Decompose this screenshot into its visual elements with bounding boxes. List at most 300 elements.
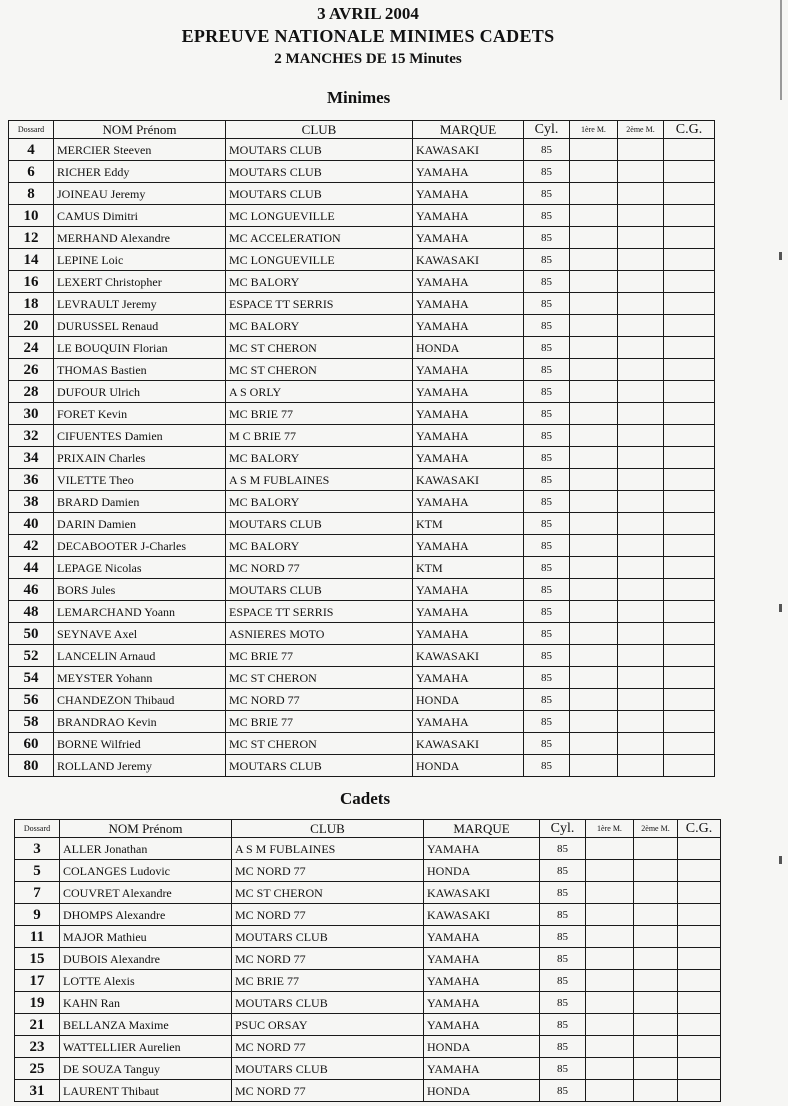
cyl-cell: 85 (524, 139, 570, 161)
manche2-cell (618, 711, 664, 733)
col-club: CLUB (226, 121, 413, 139)
brand-cell: YAMAHA (413, 425, 524, 447)
cyl-cell: 85 (540, 948, 586, 970)
club-cell: PSUC ORSAY (232, 1014, 424, 1036)
cyl-cell: 85 (524, 601, 570, 623)
club-cell: M C BRIE 77 (226, 425, 413, 447)
cg-cell (664, 271, 715, 293)
dossard-cell: 19 (15, 992, 60, 1014)
table-row (9, 359, 715, 381)
dossard-cell: 7 (15, 882, 60, 904)
manche1-cell (570, 381, 618, 403)
dossard-cell: 4 (9, 139, 54, 161)
table-row (9, 447, 715, 469)
table-row (9, 711, 715, 733)
cyl-cell: 85 (524, 535, 570, 557)
club-cell: A S M FUBLAINES (232, 838, 424, 860)
brand-cell: YAMAHA (424, 1014, 540, 1036)
club-cell: MC BRIE 77 (226, 711, 413, 733)
manche2-cell (634, 1080, 678, 1102)
table-row (9, 667, 715, 689)
name-cell: COLANGES Ludovic (60, 860, 232, 882)
col-dossard: Dossard (9, 121, 54, 139)
manche1-cell (586, 1014, 634, 1036)
brand-cell: KTM (413, 557, 524, 579)
manche2-cell (618, 315, 664, 337)
cyl-cell: 85 (540, 1014, 586, 1036)
cg-cell (664, 315, 715, 337)
manche1-cell (586, 860, 634, 882)
manche1-cell (586, 1080, 634, 1102)
name-cell: LEMARCHAND Yoann (54, 601, 226, 623)
table-row (9, 513, 715, 535)
manche2-cell (634, 1014, 678, 1036)
name-cell: DUFOUR Ulrich (54, 381, 226, 403)
section-title-cadets: Cadets (340, 789, 391, 808)
table-row (9, 469, 715, 491)
brand-cell: YAMAHA (413, 315, 524, 337)
manche2-cell (618, 139, 664, 161)
manche2-cell (618, 447, 664, 469)
club-cell: A S M FUBLAINES (226, 469, 413, 491)
cg-cell (664, 601, 715, 623)
cg-cell (678, 904, 721, 926)
cyl-cell: 85 (524, 447, 570, 469)
cyl-cell: 85 (524, 491, 570, 513)
brand-cell: YAMAHA (413, 161, 524, 183)
dossard-cell: 38 (9, 491, 54, 513)
dossard-cell: 10 (9, 205, 54, 227)
name-cell: RICHER Eddy (54, 161, 226, 183)
dossard-cell: 40 (9, 513, 54, 535)
club-cell: MC ST CHERON (226, 667, 413, 689)
name-cell: PRIXAIN Charles (54, 447, 226, 469)
brand-cell: YAMAHA (413, 403, 524, 425)
manche2-cell (618, 161, 664, 183)
club-cell: ESPACE TT SERRIS (226, 293, 413, 315)
name-cell: CHANDEZON Thibaud (54, 689, 226, 711)
brand-cell: YAMAHA (413, 381, 524, 403)
table-row (15, 926, 721, 948)
club-cell: MOUTARS CLUB (226, 513, 413, 535)
manche1-cell (586, 1036, 634, 1058)
table-row (15, 860, 721, 882)
name-cell: BORS Jules (54, 579, 226, 601)
table-row (9, 315, 715, 337)
col-marque: MARQUE (413, 121, 524, 139)
table-row (15, 1036, 721, 1058)
cg-cell (678, 1058, 721, 1080)
col-2eme-manche: 2ème M. (618, 121, 664, 139)
club-cell: MC BALORY (226, 315, 413, 337)
cg-cell (664, 469, 715, 491)
cg-cell (678, 992, 721, 1014)
club-cell: MOUTARS CLUB (226, 579, 413, 601)
name-cell: CIFUENTES Damien (54, 425, 226, 447)
cg-cell (664, 337, 715, 359)
table-row (9, 689, 715, 711)
manche2-cell (618, 337, 664, 359)
table-row (9, 381, 715, 403)
manche1-cell (586, 904, 634, 926)
brand-cell: KAWASAKI (424, 882, 540, 904)
name-cell: CAMUS Dimitri (54, 205, 226, 227)
dossard-cell: 50 (9, 623, 54, 645)
manche2-cell (634, 860, 678, 882)
name-cell: LOTTE Alexis (60, 970, 232, 992)
manche1-cell (570, 535, 618, 557)
name-cell: FORET Kevin (54, 403, 226, 425)
name-cell: ROLLAND Jeremy (54, 755, 226, 777)
dossard-cell: 44 (9, 557, 54, 579)
manche1-cell (586, 882, 634, 904)
cg-cell (664, 161, 715, 183)
cyl-cell: 85 (540, 1058, 586, 1080)
manche1-cell (570, 733, 618, 755)
name-cell: KAHN Ran (60, 992, 232, 1014)
table-row (9, 205, 715, 227)
club-cell: MC BALORY (226, 271, 413, 293)
table-row (15, 838, 721, 860)
cg-cell (678, 948, 721, 970)
manche1-cell (570, 645, 618, 667)
dossard-cell: 16 (9, 271, 54, 293)
name-cell: DUBOIS Alexandre (60, 948, 232, 970)
cg-cell (664, 689, 715, 711)
club-cell: MC ST CHERON (226, 359, 413, 381)
name-cell: DE SOUZA Tanguy (60, 1058, 232, 1080)
manche2-cell (618, 425, 664, 447)
name-cell: VILETTE Theo (54, 469, 226, 491)
cyl-cell: 85 (524, 645, 570, 667)
brand-cell: HONDA (413, 755, 524, 777)
table-row (9, 337, 715, 359)
club-cell: MC NORD 77 (232, 948, 424, 970)
cg-cell (664, 557, 715, 579)
manche1-cell (586, 838, 634, 860)
col-marque: MARQUE (424, 820, 540, 838)
cadets-table (14, 819, 721, 1102)
dossard-cell: 18 (9, 293, 54, 315)
manche1-cell (586, 970, 634, 992)
brand-cell: YAMAHA (413, 491, 524, 513)
cyl-cell: 85 (524, 205, 570, 227)
cg-cell (678, 838, 721, 860)
dossard-cell: 36 (9, 469, 54, 491)
cyl-cell: 85 (524, 359, 570, 381)
club-cell: MC NORD 77 (232, 904, 424, 926)
manche1-cell (570, 601, 618, 623)
cyl-cell: 85 (524, 689, 570, 711)
manche1-cell (570, 469, 618, 491)
cyl-cell: 85 (524, 227, 570, 249)
brand-cell: KAWASAKI (413, 139, 524, 161)
brand-cell: YAMAHA (413, 711, 524, 733)
club-cell: MC ST CHERON (226, 337, 413, 359)
col-1ere-manche: 1ère M. (586, 820, 634, 838)
name-cell: SEYNAVE Axel (54, 623, 226, 645)
cg-cell (664, 381, 715, 403)
col-1ere-manche: 1ère M. (570, 121, 618, 139)
manche2-cell (618, 513, 664, 535)
dossard-cell: 31 (15, 1080, 60, 1102)
table-row (9, 557, 715, 579)
dossard-cell: 42 (9, 535, 54, 557)
club-cell: MOUTARS CLUB (226, 183, 413, 205)
name-cell: LEVRAULT Jeremy (54, 293, 226, 315)
dossard-cell: 54 (9, 667, 54, 689)
cyl-cell: 85 (540, 860, 586, 882)
manche2-cell (618, 403, 664, 425)
manche2-cell (634, 970, 678, 992)
cyl-cell: 85 (524, 293, 570, 315)
brand-cell: HONDA (424, 860, 540, 882)
dossard-cell: 6 (9, 161, 54, 183)
dossard-cell: 5 (15, 860, 60, 882)
cg-cell (664, 249, 715, 271)
manche2-cell (618, 733, 664, 755)
club-cell: MOUTARS CLUB (232, 926, 424, 948)
manche2-cell (618, 689, 664, 711)
cyl-cell: 85 (540, 882, 586, 904)
table-row (15, 970, 721, 992)
col-dossard: Dossard (15, 820, 60, 838)
manche2-cell (618, 491, 664, 513)
section-title-minimes: Minimes (327, 88, 391, 107)
manche1-cell (570, 161, 618, 183)
cyl-cell: 85 (524, 425, 570, 447)
cyl-cell: 85 (540, 1036, 586, 1058)
cg-cell (664, 711, 715, 733)
cg-cell (678, 882, 721, 904)
manche1-cell (570, 139, 618, 161)
brand-cell: YAMAHA (413, 667, 524, 689)
manche1-cell (570, 579, 618, 601)
dossard-cell: 14 (9, 249, 54, 271)
table-row (9, 425, 715, 447)
table-row (9, 733, 715, 755)
cg-cell (664, 645, 715, 667)
cg-cell (664, 227, 715, 249)
dossard-cell: 11 (15, 926, 60, 948)
brand-cell: YAMAHA (413, 183, 524, 205)
table-row (9, 249, 715, 271)
brand-cell: KAWASAKI (413, 469, 524, 491)
name-cell: BRARD Damien (54, 491, 226, 513)
table-row (9, 227, 715, 249)
name-cell: MERHAND Alexandre (54, 227, 226, 249)
manche1-cell (570, 293, 618, 315)
manche1-cell (570, 557, 618, 579)
club-cell: MOUTARS CLUB (226, 139, 413, 161)
cyl-cell: 85 (540, 838, 586, 860)
cyl-cell: 85 (524, 623, 570, 645)
dossard-cell: 34 (9, 447, 54, 469)
brand-cell: YAMAHA (413, 623, 524, 645)
dossard-cell: 56 (9, 689, 54, 711)
club-cell: MC BALORY (226, 447, 413, 469)
manche2-cell (634, 948, 678, 970)
dossard-cell: 80 (9, 755, 54, 777)
cg-cell (664, 293, 715, 315)
dossard-cell: 17 (15, 970, 60, 992)
brand-cell: YAMAHA (413, 601, 524, 623)
name-cell: LEPINE Loic (54, 249, 226, 271)
manche2-cell (618, 249, 664, 271)
brand-cell: HONDA (413, 689, 524, 711)
brand-cell: YAMAHA (424, 926, 540, 948)
manche2-cell (618, 271, 664, 293)
brand-cell: KAWASAKI (413, 733, 524, 755)
col-nom: NOM Prénom (54, 121, 226, 139)
manche2-cell (618, 755, 664, 777)
manche1-cell (570, 513, 618, 535)
manche1-cell (586, 926, 634, 948)
club-cell: MC ACCELERATION (226, 227, 413, 249)
cg-cell (664, 667, 715, 689)
dossard-cell: 30 (9, 403, 54, 425)
table-row (15, 992, 721, 1014)
manche1-cell (570, 689, 618, 711)
brand-cell: KAWASAKI (413, 249, 524, 271)
name-cell: ALLER Jonathan (60, 838, 232, 860)
dossard-cell: 8 (9, 183, 54, 205)
brand-cell: YAMAHA (413, 271, 524, 293)
cyl-cell: 85 (524, 755, 570, 777)
cyl-cell: 85 (524, 469, 570, 491)
cg-cell (664, 513, 715, 535)
table-row (9, 403, 715, 425)
name-cell: MERCIER Steeven (54, 139, 226, 161)
cyl-cell: 85 (524, 161, 570, 183)
name-cell: DHOMPS Alexandre (60, 904, 232, 926)
table-row (9, 161, 715, 183)
cyl-cell: 85 (540, 970, 586, 992)
dossard-cell: 58 (9, 711, 54, 733)
manche2-cell (618, 381, 664, 403)
club-cell: A S ORLY (226, 381, 413, 403)
manche2-cell (618, 469, 664, 491)
manche1-cell (570, 359, 618, 381)
manche2-cell (618, 667, 664, 689)
brand-cell: KAWASAKI (424, 904, 540, 926)
cg-cell (664, 491, 715, 513)
club-cell: MOUTARS CLUB (232, 992, 424, 1014)
manche2-cell (618, 579, 664, 601)
cyl-cell: 85 (540, 926, 586, 948)
club-cell: MC NORD 77 (226, 689, 413, 711)
cg-cell (664, 425, 715, 447)
manche2-cell (634, 926, 678, 948)
cyl-cell: 85 (524, 557, 570, 579)
table-row (15, 882, 721, 904)
name-cell: DARIN Damien (54, 513, 226, 535)
manche2-cell (634, 1036, 678, 1058)
dossard-cell: 21 (15, 1014, 60, 1036)
manche2-cell (634, 1058, 678, 1080)
event-title: EPREUVE NATIONALE MINIMES CADETS (181, 26, 555, 46)
manche2-cell (618, 623, 664, 645)
cg-cell (664, 183, 715, 205)
manche1-cell (570, 337, 618, 359)
col-cyl: Cyl. (524, 121, 570, 139)
name-cell: MAJOR Mathieu (60, 926, 232, 948)
manche1-cell (570, 447, 618, 469)
brand-cell: KTM (413, 513, 524, 535)
cg-cell (678, 970, 721, 992)
cg-cell (664, 755, 715, 777)
cg-cell (678, 926, 721, 948)
club-cell: MOUTARS CLUB (232, 1058, 424, 1080)
manche1-cell (570, 249, 618, 271)
name-cell: COUVRET Alexandre (60, 882, 232, 904)
cg-cell (664, 733, 715, 755)
table-row (9, 271, 715, 293)
club-cell: ESPACE TT SERRIS (226, 601, 413, 623)
col-nom: NOM Prénom (60, 820, 232, 838)
manche1-cell (570, 227, 618, 249)
manche2-cell (634, 992, 678, 1014)
table-row (9, 183, 715, 205)
name-cell: DECABOOTER J-Charles (54, 535, 226, 557)
name-cell: LEPAGE Nicolas (54, 557, 226, 579)
table-row (9, 139, 715, 161)
table-row (9, 535, 715, 557)
manche1-cell (570, 205, 618, 227)
dossard-cell: 52 (9, 645, 54, 667)
name-cell: DURUSSEL Renaud (54, 315, 226, 337)
manche1-cell (570, 315, 618, 337)
name-cell: LEXERT Christopher (54, 271, 226, 293)
cyl-cell: 85 (540, 904, 586, 926)
cyl-cell: 85 (524, 315, 570, 337)
dossard-cell: 28 (9, 381, 54, 403)
dossard-cell: 26 (9, 359, 54, 381)
dossard-cell: 46 (9, 579, 54, 601)
binder-hole-mark (779, 252, 782, 260)
table-row (15, 1014, 721, 1036)
manche1-cell (570, 403, 618, 425)
cg-cell (678, 860, 721, 882)
cg-cell (664, 535, 715, 557)
brand-cell: YAMAHA (424, 948, 540, 970)
table-row (9, 755, 715, 777)
brand-cell: YAMAHA (413, 293, 524, 315)
cg-cell (678, 1036, 721, 1058)
event-date: 3 AVRIL 2004 (317, 4, 419, 23)
name-cell: THOMAS Bastien (54, 359, 226, 381)
manche1-cell (586, 992, 634, 1014)
brand-cell: HONDA (413, 337, 524, 359)
brand-cell: YAMAHA (413, 205, 524, 227)
table-row (9, 623, 715, 645)
dossard-cell: 23 (15, 1036, 60, 1058)
club-cell: MC BRIE 77 (232, 970, 424, 992)
club-cell: MC BRIE 77 (226, 645, 413, 667)
name-cell: MEYSTER Yohann (54, 667, 226, 689)
name-cell: BELLANZA Maxime (60, 1014, 232, 1036)
manche2-cell (618, 535, 664, 557)
manche1-cell (586, 948, 634, 970)
cyl-cell: 85 (524, 381, 570, 403)
brand-cell: KAWASAKI (413, 645, 524, 667)
dossard-cell: 25 (15, 1058, 60, 1080)
name-cell: LE BOUQUIN Florian (54, 337, 226, 359)
dossard-cell: 48 (9, 601, 54, 623)
manche2-cell (618, 183, 664, 205)
manche1-cell (586, 1058, 634, 1080)
brand-cell: HONDA (424, 1036, 540, 1058)
